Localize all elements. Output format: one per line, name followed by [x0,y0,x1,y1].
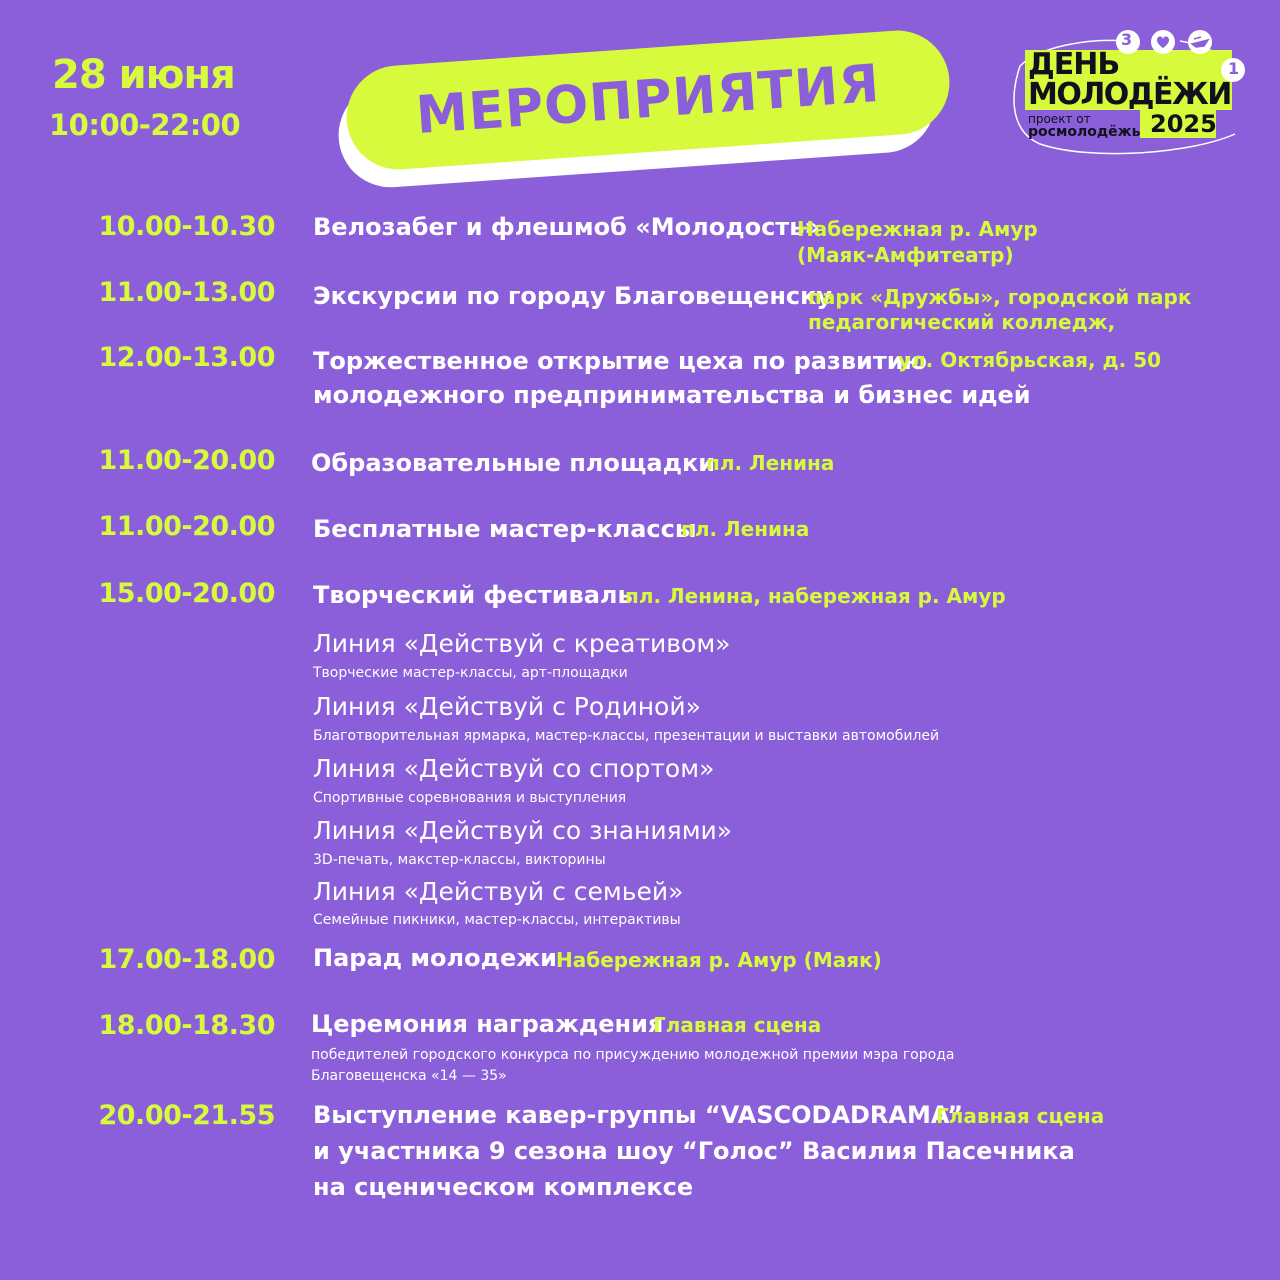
festival-line-description: Спортивные соревнования и выступления [313,790,627,806]
logo-year: 2025 [1150,110,1217,138]
page-title: МЕРОПРИЯТИЯ [414,53,882,147]
logo-subtitle-line2: росмолодёжь [1028,124,1141,140]
event-location: Набережная р. Амур (Маяк) [556,948,882,972]
badge-one-text: 1 [1228,59,1240,78]
event-title: Творческий фестиваль [313,581,633,609]
event-title: Торжественное открытие цеха по развитию [313,347,927,375]
event-time: 17.00-18.00 [98,944,275,975]
event-note: Благовещенска «14 — 35» [311,1068,507,1084]
event-location: Набережная р. Амур [797,217,1038,241]
festival-line-description: 3D-печать, макстер-классы, викторины [313,852,606,868]
event-location: парк «Дружбы», городской парк [808,285,1192,309]
event-time: 20.00-21.55 [98,1100,275,1131]
event-title: Экскурсии по городу Благовещенску [313,282,833,310]
event-time: 11.00-20.00 [98,511,275,542]
event-time: 12.00-13.00 [98,342,275,373]
event-time: 15.00-20.00 [98,578,275,609]
event-title: Парад молодежи [313,944,557,972]
festival-line-title: Линия «Действуй с Родиной» [313,692,701,721]
event-location: педагогический колледж, [808,310,1116,334]
festival-line-description: Семейные пикники, мастер-классы, интерактивы [313,912,681,928]
event-title: молодежного предпринимательства и бизнес идей [313,381,1031,409]
event-hours: 10:00-22:00 [49,108,241,142]
event-title: Бесплатные мастер-классы [313,515,697,543]
event-time: 18.00-18.30 [98,1010,275,1041]
festival-line-title: Линия «Действуй со знаниями» [313,816,733,845]
badge-three-text: 3 [1121,30,1133,49]
event-title: Выступление кавер-группы “VASCODADRAMA” [313,1101,964,1129]
event-location: пл. Ленина [706,451,835,475]
event-location: (Маяк-Амфитеатр) [797,243,1014,267]
event-location: Главная сцена [936,1104,1105,1128]
festival-line-description: Творческие мастер-классы, арт-площадки [313,665,628,681]
event-location: Главная сцена [653,1013,822,1037]
event-title: и участника 9 сезона шоу “Голос” Василия Пасечника [313,1137,1075,1165]
event-location: ул. Октябрьская, д. 50 [898,348,1162,372]
logo-title-line1: ДЕНЬ [1028,47,1120,82]
event-time: 11.00-20.00 [98,445,275,476]
event-time: 10.00-10.30 [98,211,275,242]
event-title: Велозабег и флешмоб «Молодость» [313,213,820,241]
event-title: Образовательные площадки [311,449,716,477]
event-date: 28 июня [52,52,235,98]
event-location: пл. Ленина [681,517,810,541]
festival-line-title: Линия «Действуй с креативом» [313,629,731,658]
logo-title-line2: МОЛОДЁЖИ [1028,77,1231,112]
event-time: 11.00-13.00 [98,277,275,308]
logo-subtitle-line1: проект от [1028,112,1091,126]
event-note: победителей городского конкурса по присуждению молодежной премии мэра города [311,1047,955,1063]
event-title: Церемония награждения [311,1010,664,1038]
festival-line-description: Благотворительная ярмарка, мастер-классы, презентации и выставки автомобилей [313,728,940,744]
event-location: пл. Ленина, набережная р. Амур [625,584,1006,608]
festival-line-title: Линия «Действуй со спортом» [313,754,715,783]
event-title: на сценическом комплексе [313,1173,694,1201]
festival-line-title: Линия «Действуй с семьей» [313,877,684,906]
